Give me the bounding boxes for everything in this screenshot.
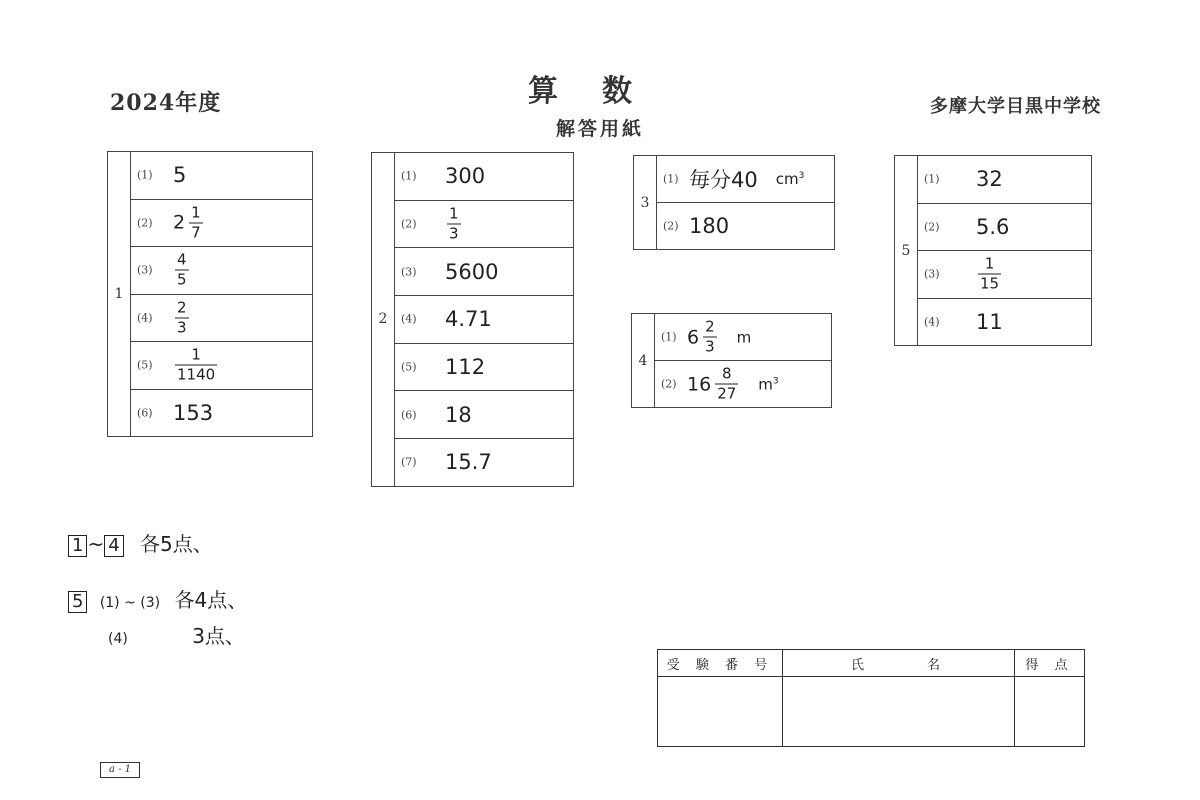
answer-value [687, 317, 752, 356]
scoring-text: 3点、 [192, 624, 245, 648]
answer-text: 5.6 [976, 214, 1010, 239]
answer-text: 5600 [445, 259, 499, 284]
question-number: (2) [663, 219, 679, 233]
answer-value [445, 355, 485, 379]
name-header: 氏 名 [783, 650, 1015, 677]
answer-cell[interactable] [395, 343, 574, 391]
section-3-table [633, 155, 835, 250]
fraction [189, 205, 203, 240]
fraction-numerator: 1 [191, 203, 201, 222]
section-box: 4 [104, 535, 123, 557]
answer-value [445, 164, 485, 188]
question-number: (1) [924, 172, 940, 186]
answer-value [445, 403, 472, 427]
scoring-note-2 [68, 584, 247, 613]
question-number: (6) [401, 408, 417, 422]
question-number: (6) [137, 406, 153, 420]
year-heading: 2024年度 [110, 90, 222, 116]
answer-cell[interactable] [655, 361, 832, 408]
question-number: (1) [137, 168, 153, 182]
answer-text: 11 [976, 309, 1003, 334]
answer-value [173, 250, 191, 289]
question-number: (3) [401, 265, 417, 279]
fraction-numerator: 2 [705, 317, 715, 336]
question-number: (1) [663, 172, 679, 186]
answer-value [173, 345, 219, 384]
question-number: (2) [661, 377, 677, 391]
answer-value [173, 401, 213, 425]
fraction [703, 317, 717, 356]
answer-value [173, 205, 205, 240]
answer-value [689, 164, 804, 194]
answer-value [173, 300, 191, 335]
answer-value [976, 215, 1009, 239]
fraction-numerator: 1 [191, 345, 201, 364]
answer-text: 32 [976, 167, 1003, 192]
question-range: (1) ~ (3) [99, 595, 161, 611]
answer-text: 18 [445, 402, 472, 427]
answer-text: 112 [445, 355, 486, 380]
fraction-denominator: 3 [449, 224, 459, 243]
answer-cell[interactable] [131, 199, 313, 247]
question-number: (2) [137, 216, 153, 230]
fraction-denominator: 3 [177, 318, 187, 337]
answer-value [976, 167, 1003, 191]
fraction [175, 345, 217, 384]
question-number: (1) [661, 330, 677, 344]
score-header: 得 点 [1015, 650, 1085, 677]
question-number: (2) [924, 220, 940, 234]
fraction-denominator: 5 [177, 270, 187, 289]
answer-cell[interactable] [131, 247, 313, 295]
registration-table [657, 649, 1085, 747]
fraction [175, 250, 189, 289]
unit-text: m [736, 328, 752, 346]
question-number: (7) [401, 455, 417, 469]
answer-cell[interactable] [395, 391, 574, 439]
section-2-table [371, 152, 574, 487]
scoring-text: 各5点、 [140, 532, 213, 556]
page-code: a - 1 [100, 762, 140, 778]
question-number: (5) [401, 360, 417, 374]
score-field[interactable] [1015, 677, 1085, 747]
unit-text: cm [775, 170, 799, 188]
section-number: 3 [634, 156, 657, 250]
fraction [447, 204, 461, 243]
answer-text: 15.7 [445, 450, 492, 475]
section-number: 4 [632, 314, 655, 408]
answer-cell[interactable] [131, 389, 313, 437]
question-number: (2) [401, 217, 417, 231]
question-number: (3) [924, 267, 940, 281]
answer-cell[interactable] [395, 248, 574, 296]
answer-unit [776, 170, 805, 188]
answer-cell[interactable] [657, 156, 835, 203]
unit-exponent: 3 [772, 376, 779, 386]
answer-cell[interactable] [657, 203, 835, 250]
fraction-numerator: 1 [449, 204, 459, 223]
answer-unit [758, 375, 778, 393]
answer-value [976, 254, 1003, 293]
answer-value [689, 214, 729, 238]
answer-value [445, 450, 492, 474]
answer-text: 4.71 [445, 307, 492, 332]
answer-cell[interactable] [395, 296, 574, 344]
answer-value [445, 260, 498, 284]
question-number: (4) [401, 312, 417, 326]
answer-cell[interactable] [918, 298, 1092, 346]
fraction-denominator: 1140 [177, 365, 216, 384]
fraction [978, 254, 1001, 293]
section-5-table [894, 155, 1092, 346]
tilde: ~ [87, 532, 105, 556]
unit-exponent: 3 [798, 171, 805, 181]
section-box: 1 [68, 535, 87, 557]
question-number: (4) [924, 315, 940, 329]
answer-cell[interactable] [655, 314, 832, 361]
answer-unit [737, 328, 752, 346]
section-1-table [107, 151, 313, 437]
answer-cell[interactable] [395, 439, 574, 487]
answer-value [687, 364, 779, 403]
fraction-whole: 2 [173, 211, 186, 234]
answer-value [976, 310, 1003, 334]
answer-value [445, 204, 463, 243]
fraction-denominator: 7 [191, 223, 201, 242]
fraction-denominator: 15 [980, 274, 1000, 293]
question-number: (5) [137, 358, 153, 372]
fraction-numerator: 2 [177, 298, 187, 317]
fraction-denominator: 3 [705, 337, 715, 356]
fraction-whole: 6 [687, 326, 700, 348]
fraction-numerator: 1 [984, 254, 995, 273]
answer-text: 300 [445, 164, 486, 189]
answer-text: 5 [173, 163, 187, 188]
question-number: (4) [137, 311, 153, 325]
exam-number-header: 受 験 番 号 [658, 650, 783, 677]
exam-number-field[interactable] [658, 677, 783, 747]
scoring-note-3 [108, 620, 245, 649]
answer-cell[interactable] [131, 342, 313, 390]
fraction-whole: 16 [687, 373, 712, 395]
answer-sheet-title: 解答用紙 [556, 118, 645, 140]
question-label: (4) [108, 631, 128, 647]
subject-title: 算数 [528, 74, 676, 109]
fraction [715, 364, 738, 403]
fraction-denominator: 27 [717, 384, 737, 403]
answer-cell[interactable] [918, 203, 1092, 251]
section-4-table [631, 313, 832, 408]
section-number: 5 [895, 156, 918, 346]
name-field[interactable] [783, 677, 1015, 747]
question-number: (1) [401, 169, 417, 183]
fraction-numerator: 4 [177, 250, 187, 269]
school-name: 多摩大学目黒中学校 [930, 96, 1101, 117]
answer-cell[interactable] [131, 294, 313, 342]
answer-text: 153 [173, 400, 214, 425]
question-number: (3) [137, 263, 153, 277]
answer-value [173, 163, 186, 187]
scoring-text: 各4点、 [174, 588, 248, 612]
answer-cell[interactable] [395, 153, 574, 201]
fraction [175, 300, 189, 335]
answer-text: 180 [689, 214, 730, 238]
section-number: 2 [372, 153, 395, 487]
section-number: 1 [108, 152, 131, 437]
answer-value [445, 307, 492, 331]
answer-cell[interactable] [131, 152, 313, 200]
scoring-note-1 [68, 528, 213, 557]
fraction-numerator: 8 [721, 364, 732, 383]
answer-text: 毎分40 [689, 168, 758, 192]
answer-cell[interactable] [395, 200, 574, 248]
answer-cell[interactable] [918, 156, 1092, 204]
section-box: 5 [68, 591, 87, 613]
unit-text: m [758, 375, 773, 393]
answer-cell[interactable] [918, 251, 1092, 299]
